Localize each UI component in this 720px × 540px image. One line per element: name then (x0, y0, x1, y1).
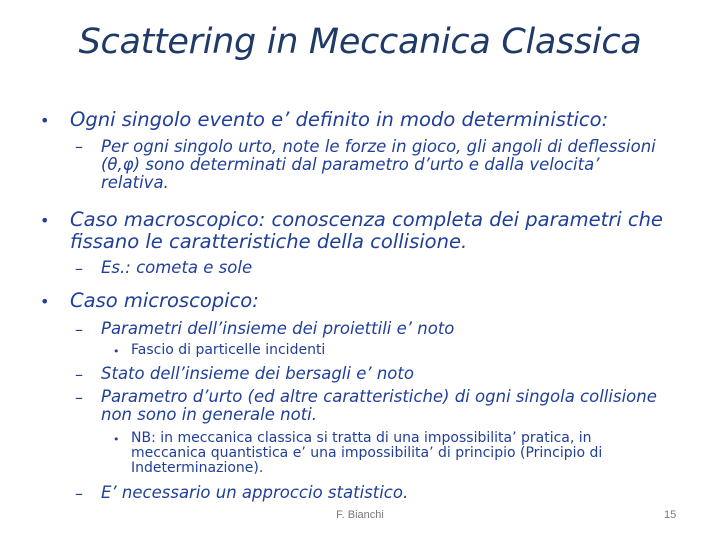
bullet: • (40, 211, 50, 230)
list-item: Caso macroscopico: conoscenza completa dei parametri che fissano le caratteristiche della collisione. (70, 208, 663, 253)
bullet: – (75, 137, 83, 156)
list-item: Ogni singolo evento e’ definito in modo deterministico: (70, 108, 609, 131)
list-item: Parametro d’urto (ed altre caratteristiche) di ogni singola collisione non sono in generale noti. (101, 387, 657, 424)
page-number: 15 (664, 509, 677, 521)
list-item: Fascio di particelle incidenti (131, 342, 326, 358)
list-item: NB: in meccanica classica si tratta di una impossibilita’ pratica, in meccanica quantistica e’ una impossibilita’ di principio (Principio di Indeterminazione). (131, 430, 603, 476)
bullet: • (40, 111, 50, 130)
bullet: – (75, 320, 83, 339)
footer-author: F. Bianchi (336, 509, 384, 521)
list-item: Per ogni singolo urto, note le forze in gioco, gli angoli di deflessioni (θ,φ) sono determinati dal parametro d’urto e dalla velocita’ relativa. (101, 137, 656, 192)
bullet: – (75, 259, 83, 278)
bullet: • (113, 345, 120, 358)
list-item: Es.: cometa e sole (101, 258, 253, 277)
bullet: • (40, 292, 50, 311)
list-item: Stato dell’insieme dei bersagli e’ noto (101, 364, 414, 383)
list-item: Caso microscopico: (70, 289, 259, 312)
bullet: – (75, 365, 83, 384)
slide-title: Scattering in Meccanica Classica (78, 22, 642, 62)
bullet: – (75, 484, 83, 503)
bullet: • (113, 433, 120, 446)
list-item: Parametri dell’insieme dei proiettili e’ noto (101, 319, 455, 338)
bullet: – (75, 388, 83, 407)
list-item: E’ necessario un approccio statistico. (101, 483, 409, 502)
